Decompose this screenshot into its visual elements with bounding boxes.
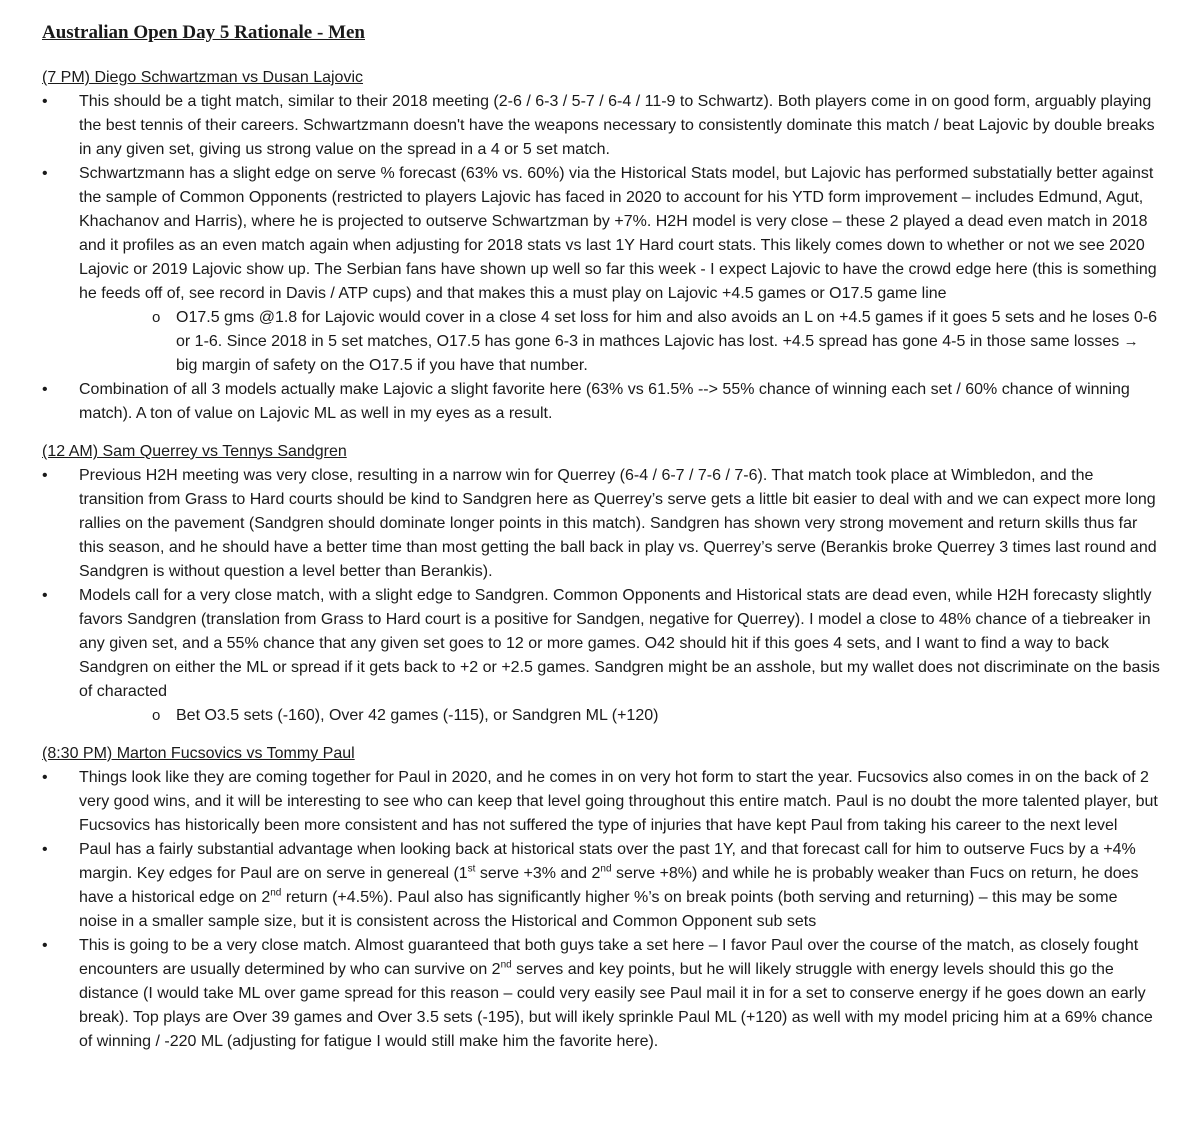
sub-bullet-item: o Bet O3.5 sets (-160), Over 42 games (-115), or Sandgren ML (+120) <box>42 704 1160 728</box>
bullet-list <box>42 766 1160 1054</box>
section-fucsovics-paul <box>42 742 1160 1054</box>
superscript: nd <box>500 959 512 971</box>
section-heading: (7 PM) Diego Schwartzman vs Dusan Lajovic <box>42 69 364 86</box>
bullet-item <box>42 934 1160 1054</box>
bullet-item: • Models call for a very close match, with a slight edge to Sandgren. Common Opponents and Historical stats are dead even, while H2H forecasty slightly favors Sandgren (translation from Grass to Hard court is a positive for Sandgen, negative for Querrey). I model a close to 48% chance of a tiebreaker in any given set, and a 55% chance that any given set goes to 12 or more games. O42 should hit if this goes 4 sets, and I want to find a way to back Sandgren on either the ML or spread if it gets back to +2 or +2.5 games. Sandgren might be an asshole, but my wallet does not discriminate on the basis of characted <box>42 584 1160 704</box>
document-title: Australian Open Day 5 Rationale - Men <box>42 22 365 43</box>
bullet-list <box>42 90 1160 306</box>
bullet-text: serve +3% and 2 <box>475 865 601 882</box>
section-heading: (12 AM) Sam Querrey vs Tennys Sandgren <box>42 443 347 460</box>
arrow-right-icon: → <box>1123 333 1139 350</box>
bullet-item: • Previous H2H meeting was very close, resulting in a narrow win for Querrey (6-4 / 6-7 / 7-6 / 7-6). That match took place at Wimbledon, and the transition from Grass to Hard courts should be kind to Sandgren here as Querrey’s serve gets a little bit easier to deal with and we can expect more long rallies on the pavement (Sandgren should dominate longer points in this match). Sandgren has shown very strong movement and return skills thus far this season, and he should have a better time than most getting the ball back in play vs. Querrey’s serve (Berankis broke Querrey 3 times last round and Sandgren is without question a level better than Berankis). <box>42 464 1160 584</box>
bullet-text: return (+4.5%). Paul also has significantly higher %’s on break points (both serving and returning) – this may be some noise in a smaller sample size, but it is consistent across the Historical and Common Opponent sub sets <box>79 889 1118 930</box>
bullet-item <box>42 838 1160 934</box>
sub-bullet-text: O17.5 gms @1.8 for Lajovic would cover in a close 4 set loss for him and also avoids an L on +4.5 games if it goes 5 sets and he loses 0-6 or 1-6. Since 2018 in 5 set matches, O17.5 has gone 6-3 in mathces Lajovic has lost. +4.5 spread has gone 4-5 in those same losses <box>176 309 1158 350</box>
section-schwartzman-lajovic <box>42 66 1160 426</box>
superscript: nd <box>600 863 612 875</box>
bullet-item: • Things look like they are coming together for Paul in 2020, and he comes in on very hot form to start the year. Fucsovics also comes in on the back of 2 very good wins, and it will be interesting to see who can keep that level going throughout this entire match. Paul is no doubt the more talented player, but Fucsovics has historically been more consistent and has not suffered the type of injuries that have kept Paul from taking his career to the next level <box>42 766 1160 838</box>
superscript: st <box>467 863 476 875</box>
bullet-text: serve +8%) and while he is probably weaker than Fucs on return, he does have a historical edge on 2 <box>79 865 1139 906</box>
sub-bullet-list <box>42 704 1160 728</box>
bullet-text: Paul has a fairly substantial advantage when looking back at historical stats over the past 1Y, and that forecast call for him to outserve Fucs by a +4% margin. Key edges for Paul are on serve in genereal (1 <box>79 841 1136 882</box>
sub-bullet-text: big margin of safety on the O17.5 if you have that number. <box>176 357 588 374</box>
bullet-text: serves and key points, but he will likely struggle with energy levels should this go the distance (I would take ML over game spread for this reason – could very easily see Paul mail it in for a set to conserve energy if he goes down an early break). Top plays are Over 39 games and Over 3.5 sets (-195), but will ikely sprinkle Paul ML (+120) as well with my model pricing him at a 69% chance of winning / -220 ML (adjusting for fatigue I would still make him the favorite here). <box>79 961 1153 1050</box>
section-querrey-sandgren <box>42 440 1160 728</box>
sub-bullet-list <box>42 306 1160 378</box>
bullet-item: • This should be a tight match, similar to their 2018 meeting (2-6 / 6-3 / 5-7 / 6-4 / 11-9 to Schwartz). Both players come in on good form, arguably playing the best tennis of their careers. Schwartzmann doesn't have the weapons necessary to consistently dominate this match / beat Lajovic by double breaks in any given set, giving us strong value on the spread in a 4 or 5 set match. <box>42 90 1160 162</box>
bullet-text: This is going to be a very close match. Almost guaranteed that both guys take a set here – I favor Paul over the course of the match, as closely fought encounters are usually determined by who can survive on 2 <box>79 937 1139 978</box>
superscript: nd <box>270 887 282 899</box>
sub-bullet-item <box>42 306 1160 378</box>
bullet-list <box>42 464 1160 704</box>
section-heading: (8:30 PM) Marton Fucsovics vs Tommy Paul <box>42 745 355 762</box>
bullet-list <box>42 378 1160 426</box>
bullet-item: • Schwartzmann has a slight edge on serve % forecast (63% vs. 60%) via the Historical Stats model, but Lajovic has performed substatially better against the sample of Common Opponents (restricted to players Lajovic has faced in 2020 to account for his YTD form improvement – includes Edmund, Agut, Khachanov and Harris), where he is projected to outserve Schwartzman by +7%. H2H model is very close – these 2 played a dead even match in 2018 and it profiles as an even match again when adjusting for 2018 stats vs last 1Y Hard court stats. This likely comes down to whether or not we see 2020 Lajovic or 2019 Lajovic show up. The Serbian fans have shown up well so far this week - I expect Lajovic to have the crowd edge here (this is something he feeds off of, see record in Davis / ATP cups) and that makes this a must play on Lajovic +4.5 games or O17.5 game line <box>42 162 1160 306</box>
bullet-item: • Combination of all 3 models actually make Lajovic a slight favorite here (63% vs 61.5% --> 55% chance of winning each set / 60% chance of winning match). A ton of value on Lajovic ML as well in my eyes as a result. <box>42 378 1160 426</box>
